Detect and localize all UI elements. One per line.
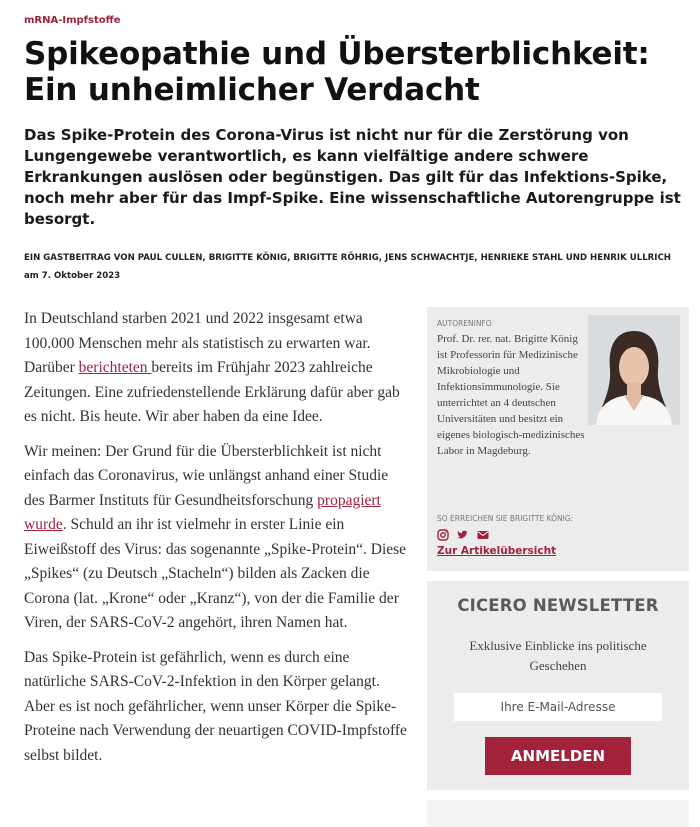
byline-date: 7. Oktober 2023: [41, 271, 121, 281]
byline-authors: EIN GASTBEITRAG VON PAUL CULLEN, BRIGITTE KÖNIG, BRIGITTE RÖHRIG, JENS SCHWACHTJE, HENRIEKE STAHL UND HENRIK ULLRICH: [24, 253, 671, 263]
article-kicker: mRNA-Impfstoffe: [24, 15, 121, 26]
author-info-label: AUTORENINFO: [437, 319, 492, 328]
link-propagiert[interactable]: propagiert wurde: [24, 491, 381, 533]
article-lead: Das Spike-Protein des Corona-Virus ist nicht nur für die Zerstörung von Lungengewebe verantwortlich, es kann vielfältige andere schwere Erkrankungen auslösen oder begünstigen. Das gilt für das Infektions-Spike, noch mehr aber für das Impf-Spike. Eine wissenschaftliche Autorengruppe ist besorgt.: [24, 126, 681, 228]
link-berichteten[interactable]: berichteten: [78, 359, 152, 376]
byline-date-prefix: am: [24, 271, 39, 281]
author-bio: Prof. Dr. rer. nat. Brigitte König ist Professorin für Medizinische Mikrobiologie und Infektionsimmunologie. Sie unterrichtet an 4 deutschen Universitäten und besitzt ein eigenes biologisch-medizinisches Labor in Magdeburg.: [437, 333, 585, 457]
instagram-icon[interactable]: [437, 526, 449, 538]
newsletter-subscribe-button[interactable]: ANMELDEN: [485, 737, 631, 775]
author-photo: [588, 315, 680, 425]
body-paragraph-2: Wir meinen: Der Grund für die Übersterblichkeit ist nicht einfach das Coronavirus, wie unlängst anhand einer Studie des Barmer Instituts für Gesundheitsforschung propagiert wurde. Schuld an ihr ist vielmehr in erster Linie ein Eiweißstoff des Virus: das sogenannte „Spike-Protein“. Diese „Spikes“ (zu Deutsch „Stacheln“) bilden als Zacken die Corona (lat. „Krone“ oder „Kranz“), von der die Familie der Viren, der SARS-CoV-2 angehört, ihren Namen hat.: [24, 442, 407, 631]
twitter-icon[interactable]: [457, 526, 469, 538]
sidebar-next-box: [427, 800, 689, 827]
newsletter-title: CICERO NEWSLETTER: [457, 596, 659, 615]
newsletter-subtitle: Exklusive Einblicke ins politische Geschehen: [469, 638, 647, 673]
body-paragraph-3: Das Spike-Protein ist gefährlich, wenn es durch eine natürliche SARS-CoV-2-Infektion in den Körper gelangt. Aber es ist noch gefährlicher, wenn unser Körper die Spike-Proteine nach Verwendung der neuartigen COVID-Impfstoffe selbst bildet.: [24, 648, 407, 764]
author-info-box: [427, 307, 689, 571]
newsletter-box: [427, 581, 689, 790]
article-byline: [24, 249, 684, 285]
email-icon[interactable]: [477, 526, 489, 538]
body-paragraph-1: In Deutschland starben 2021 und 2022 insgesamt etwa 100.000 Menschen mehr als statistisch zu erwarten war. Darüber berichteten bereits im Frühjahr 2023 zahlreiche Zeitungen. Eine zufriedenstellende Erklärung dafür aber gab es nicht. Bis heute. Wir aber haben da eine Idee.: [24, 310, 400, 425]
article-body: [24, 307, 412, 778]
article-overview-link[interactable]: Zur Artikelübersicht: [437, 545, 557, 557]
social-links: [437, 526, 489, 538]
newsletter-email-input[interactable]: [454, 693, 662, 721]
article-headline: Spikeopathie und Übersterblichkeit: Ein unheimlicher Verdacht: [24, 36, 650, 108]
reach-label: SO ERREICHEN SIE BRIGITTE KÖNIG:: [437, 514, 574, 523]
